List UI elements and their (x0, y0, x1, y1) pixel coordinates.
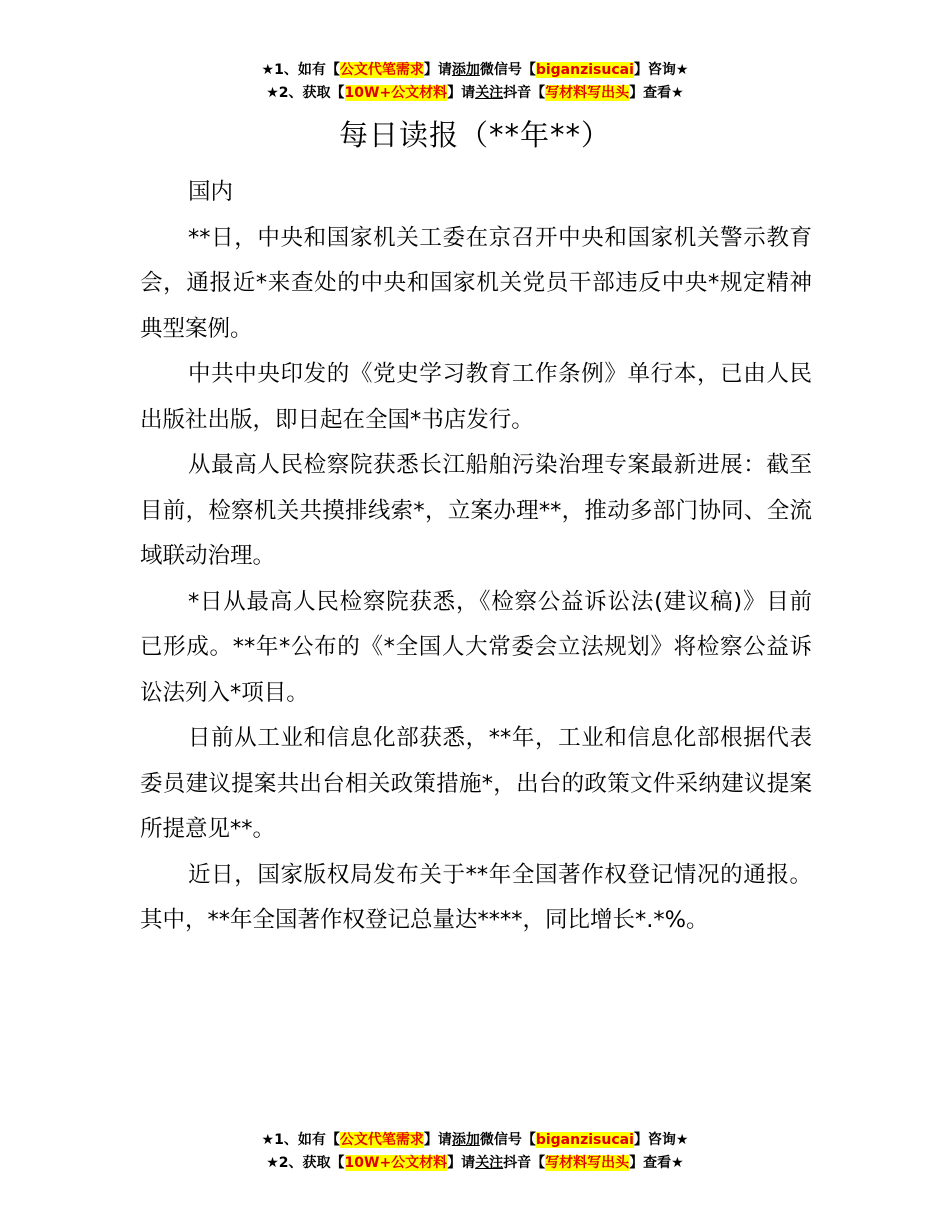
banner-line2-highlight-douyin: 写材料写出头 (545, 85, 630, 101)
banner-line1-emphasis: 添加 (451, 62, 480, 78)
banner-line-2 (0, 82, 950, 105)
news-paragraph-6: 近日，国家版权局发布关于**年全国著作权登记情况的通报。其中，**年全国著作权登记总量达****，同比增长*.*%。 (140, 861, 812, 933)
news-paragraph-1: **日，中央和国家机关工委在京召开中央和国家机关警示教育会，通报近*来查处的中央和国家机关党员干部违反中央*规定精神典型案例。 (140, 224, 812, 342)
footer-line1-suffix: 】咨询★ (633, 1132, 689, 1148)
banner-line1-highlight-wechat: biganzisucai (535, 62, 634, 78)
banner-line1-suffix: 】咨询★ (633, 62, 689, 78)
banner-line1-mid: 】请 (423, 62, 452, 78)
footer-line2-emphasis: 关注 (475, 1155, 504, 1171)
footer-line1-mid2: 微信号【 (479, 1132, 536, 1148)
footer-banner (0, 1129, 950, 1175)
footer-line1-highlight-service: 公文代笔需求 (339, 1132, 424, 1148)
document-title: 每日读报（**年**） (338, 118, 611, 152)
footer-line2-highlight-douyin: 写材料写出头 (545, 1155, 630, 1171)
footer-banner-line-1 (0, 1129, 950, 1152)
banner-line1-mid2: 微信号【 (479, 62, 536, 78)
banner-line2-mid: 】请 (447, 85, 476, 101)
news-paragraph-4: *日从最高人民检察院获悉，《检察公益诉讼法(建议稿)》目前已形成。**年*公布的《*全国人大常委会立法规划》将检察公益诉讼法列入*项目。 (140, 588, 812, 706)
footer-line1-highlight-wechat: biganzisucai (535, 1132, 634, 1148)
section-heading: 国内 (188, 179, 234, 205)
news-paragraph-3: 从最高人民检察院获悉长江船舶污染治理专案最新进展：截至目前，检察机关共摸排线索*，立案办理**，推动多部门协同、全流域联动治理。 (140, 452, 812, 569)
header-banner (0, 59, 950, 105)
footer-line1-emphasis: 添加 (451, 1132, 480, 1148)
footer-line2-suffix: 】查看★ (629, 1155, 684, 1171)
banner-line2-emphasis: 关注 (475, 85, 504, 101)
footer-line2-highlight-materials: 10W+公文材料 (344, 1155, 448, 1171)
footer-line2-mid: 】请 (447, 1155, 476, 1171)
document-body (140, 170, 812, 944)
banner-line1-prefix: ★1、如有【 (261, 62, 340, 78)
news-paragraph-5: 日前从工业和信息化部获悉，**年，工业和信息化部根据代表委员建议提案共出台相关政策措施*，出台的政策文件采纳建议提案所提意见**。 (140, 725, 812, 842)
footer-banner-line-2 (0, 1152, 950, 1175)
news-paragraph-2: 中共中央印发的《党史学习教育工作条例》单行本，已由人民出版社出版，即日起在全国*书店发行。 (140, 361, 812, 433)
footer-line1-prefix: ★1、如有【 (261, 1132, 340, 1148)
footer-line1-mid: 】请 (423, 1132, 452, 1148)
banner-line-1 (0, 59, 950, 82)
banner-line2-mid2: 抖音【 (503, 85, 546, 101)
banner-line2-highlight-materials: 10W+公文材料 (344, 85, 448, 101)
footer-line2-prefix: ★2、获取【 (266, 1155, 345, 1171)
banner-line1-highlight-service: 公文代笔需求 (339, 62, 424, 78)
banner-line2-suffix: 】查看★ (629, 85, 684, 101)
footer-line2-mid2: 抖音【 (503, 1155, 546, 1171)
banner-line2-prefix: ★2、获取【 (266, 85, 345, 101)
